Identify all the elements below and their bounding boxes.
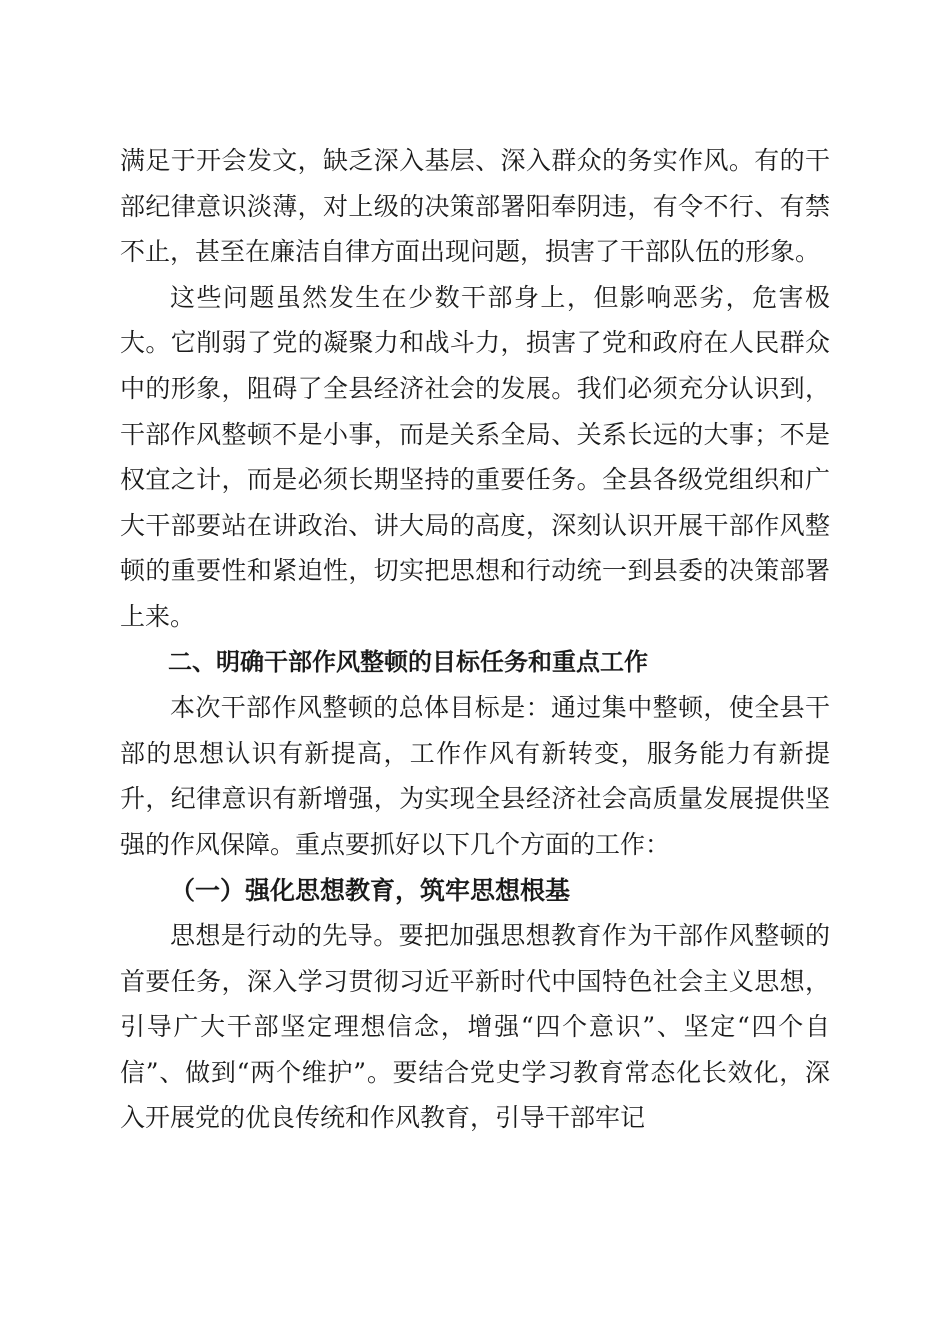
paragraph-overall-goal: 本次干部作风整顿的总体目标是：通过集中整顿，使全县干部的思想认识有新提高，工作作风有新转变，服务能力有新提升，纪律意识有新增强，为实现全县经济社会高质量发展提供坚强的作风保障。重点要抓好以下几个方面的工作：: [120, 693, 830, 859]
paragraph-ideological-education: 思想是行动的先导。要把加强思想教育作为干部作风整顿的首要任务，深入学习贯彻习近平新时代中国特色社会主义思想，引导广大干部坚定理想信念，增强“四个意识”、坚定“四个自信”、做到“两个维护”。要结合党史学习教育常态化长效化，深入开展党的优良传统和作风教育，引导干部牢记: [120, 921, 830, 1133]
paragraph-continued: 满足于开会发文，缺乏深入基层、深入群众的务实作风。有的干部纪律意识淡薄，对上级的决策部署阳奉阴违，有令不行、有禁不止，甚至在廉洁自律方面出现问题，损害了干部队伍的形象。: [120, 146, 830, 267]
subsection-heading-1: （一）强化思想教育，筑牢思想根基: [170, 875, 571, 905]
paragraph-problems-impact: 这些问题虽然发生在少数干部身上，但影响恶劣，危害极大。它削弱了党的凝聚力和战斗力，损害了党和政府在人民群众中的形象，阻碍了全县经济社会的发展。我们必须充分认识到，干部作风整顿不是小事，而是关系全局、关系长远的大事；不是权宜之计，而是必须长期坚持的重要任务。全县各级党组织和广大干部要站在讲政治、讲大局的高度，深刻认识开展干部作风整顿的重要性和紧迫性，切实把思想和行动统一到县委的决策部署上来。: [120, 282, 830, 631]
document-body: [120, 138, 830, 1141]
section-heading-2: 二、明确干部作风整顿的目标任务和重点工作: [168, 647, 648, 676]
